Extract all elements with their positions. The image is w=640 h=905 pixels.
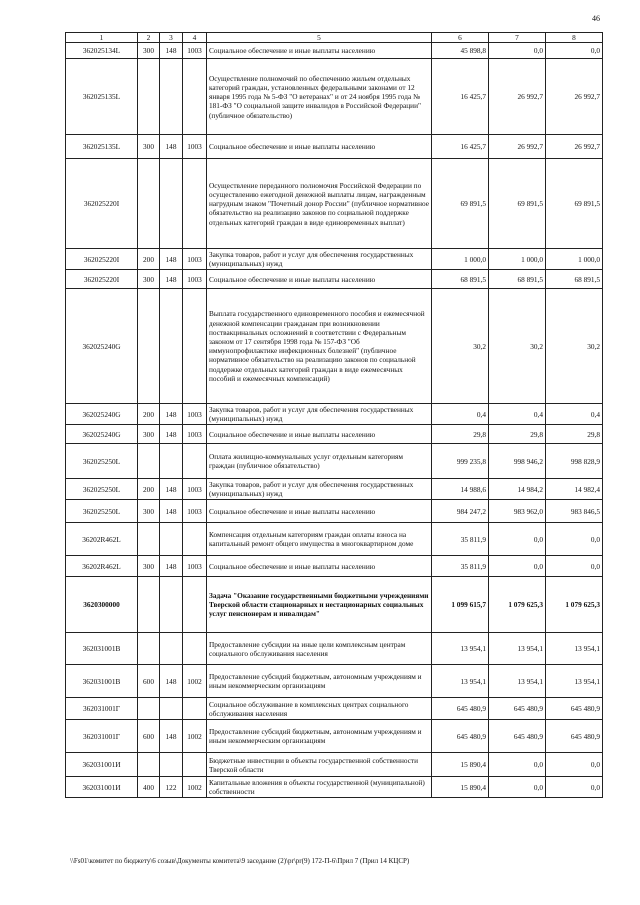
row-amount-2023: 15 890,4 [432,753,489,777]
row-amount-2023: 13 954,1 [432,633,489,665]
row-admin: 148 [160,249,183,270]
row-amount-2023: 45 898,8 [432,43,489,59]
table-row [66,556,603,577]
row-code: 362025250L [66,444,138,479]
row-code: 362031001И [66,777,138,798]
row-amount-2025: 998 828,9 [546,444,603,479]
row-section: 1003 [183,270,207,289]
row-amount-2024: 26 992,7 [489,135,546,159]
row-amount-2023: 16 425,7 [432,135,489,159]
row-vr [138,289,160,404]
row-amount-2025: 0,0 [546,556,603,577]
row-code: 362025250L [66,500,138,523]
row-amount-2024: 69 891,5 [489,159,546,249]
row-amount-2024: 14 984,2 [489,479,546,500]
row-code: 362031001Г [66,720,138,753]
row-description: Предоставление субсидий бюджетным, автономным учреждениям и иным некоммерческим организациям [207,720,432,753]
row-amount-2024: 0,4 [489,404,546,425]
row-amount-2025: 1 000,0 [546,249,603,270]
row-vr [138,633,160,665]
row-section: 1003 [183,43,207,59]
row-admin: 122 [160,777,183,798]
row-amount-2025: 0,0 [546,777,603,798]
table-row [66,500,603,523]
row-code: 362031001B [66,633,138,665]
table-row [66,479,603,500]
row-section: 1002 [183,720,207,753]
row-section [183,289,207,404]
row-admin [160,59,183,135]
row-vr [138,159,160,249]
row-amount-2024: 30,2 [489,289,546,404]
row-amount-2024: 0,0 [489,523,546,556]
row-amount-2025: 68 891,5 [546,270,603,289]
row-admin [160,633,183,665]
row-amount-2024: 26 992,7 [489,59,546,135]
row-description: Социальное обслуживание в комплексных центрах социального обслуживания населения [207,698,432,720]
row-admin: 148 [160,556,183,577]
row-amount-2025: 1 079 625,3 [546,577,603,633]
table-row [66,270,603,289]
budget-table [65,32,603,798]
row-amount-2025: 29,8 [546,425,603,444]
row-section: 1002 [183,777,207,798]
row-code: 362025240G [66,289,138,404]
row-description: Социальное обеспечение и иные выплаты населению [207,135,432,159]
column-header: 6 [432,33,489,43]
row-amount-2025: 645 480,9 [546,698,603,720]
row-admin: 148 [160,404,183,425]
row-description: Бюджетные инвестиции в объекты государственной собственности Тверской области [207,753,432,777]
row-amount-2024: 983 962,0 [489,500,546,523]
row-vr: 600 [138,665,160,698]
row-code: 362031001B [66,665,138,698]
table-row [66,577,603,633]
row-amount-2023: 35 811,9 [432,556,489,577]
row-description: Социальное обеспечение и иные выплаты населению [207,43,432,59]
table-body [66,43,603,798]
row-vr [138,59,160,135]
table-row [66,753,603,777]
row-vr: 200 [138,479,160,500]
row-amount-2023: 15 890,4 [432,777,489,798]
row-vr: 400 [138,777,160,798]
row-admin [160,523,183,556]
row-amount-2024: 13 954,1 [489,665,546,698]
row-section: 1003 [183,479,207,500]
row-amount-2025: 30,2 [546,289,603,404]
row-amount-2023: 0,4 [432,404,489,425]
row-amount-2023: 1 099 615,7 [432,577,489,633]
row-amount-2024: 1 079 625,3 [489,577,546,633]
column-header: 8 [546,33,603,43]
row-amount-2024: 0,0 [489,556,546,577]
row-section: 1003 [183,425,207,444]
row-amount-2025: 0,0 [546,523,603,556]
row-amount-2023: 16 425,7 [432,59,489,135]
row-code: 362025240G [66,404,138,425]
row-amount-2024: 998 946,2 [489,444,546,479]
table-row [66,135,603,159]
row-section [183,633,207,665]
row-vr: 200 [138,249,160,270]
row-code: 362025240G [66,425,138,444]
row-amount-2024: 29,8 [489,425,546,444]
row-code: 362025220I [66,159,138,249]
row-admin [160,289,183,404]
table-row [66,43,603,59]
column-header: 2 [138,33,160,43]
column-header: 5 [207,33,432,43]
table-row [66,444,603,479]
row-description: Капитальные вложения в объекты государственной (муниципальной) собственности [207,777,432,798]
row-amount-2025: 69 891,5 [546,159,603,249]
row-section: 1003 [183,135,207,159]
row-admin: 148 [160,479,183,500]
row-code: 362025220I [66,249,138,270]
row-code: 36202R462L [66,556,138,577]
table-row [66,404,603,425]
row-admin: 148 [160,270,183,289]
row-vr: 300 [138,500,160,523]
column-header: 3 [160,33,183,43]
row-code: 362025135L [66,135,138,159]
row-amount-2025: 13 954,1 [546,633,603,665]
row-amount-2023: 14 988,6 [432,479,489,500]
row-amount-2025: 26 992,7 [546,59,603,135]
row-section: 1003 [183,500,207,523]
row-code: 362025250L [66,479,138,500]
row-vr [138,698,160,720]
row-amount-2024: 645 480,9 [489,698,546,720]
row-admin [160,698,183,720]
row-vr: 300 [138,556,160,577]
row-vr [138,444,160,479]
column-header: 4 [183,33,207,43]
table-row [66,523,603,556]
row-description: Предоставление субсидии на иные цели комплексным центрам социального обслуживания населения [207,633,432,665]
row-amount-2023: 68 891,5 [432,270,489,289]
row-amount-2023: 29,8 [432,425,489,444]
table-row [66,698,603,720]
row-description: Выплата государственного единовременного пособия и ежемесячной денежной компенсации гражданам при возникновении поствакцинальных осложнений в соответствии с Федеральным законом от 17 сентября 1998 года № 157-ФЗ "Об иммунопрофилактике инфекционных болезней" (публичное нормативное обязательство на реализацию законов по социальной поддержке отдельных категорий граждан в виде ежемесячных пособий и ежемесячных компенсаций) [207,289,432,404]
row-description: Закупка товаров, работ и услуг для обеспечения государственных (муниципальных) нужд [207,479,432,500]
row-amount-2023: 69 891,5 [432,159,489,249]
row-amount-2023: 35 811,9 [432,523,489,556]
row-amount-2023: 999 235,8 [432,444,489,479]
row-section: 1003 [183,404,207,425]
row-description: Предоставление субсидий бюджетным, автономным учреждениям и иным некоммерческим организациям [207,665,432,698]
row-amount-2023: 645 480,9 [432,720,489,753]
row-admin: 148 [160,720,183,753]
row-code: 36202R462L [66,523,138,556]
row-section: 1003 [183,249,207,270]
table-row [66,633,603,665]
row-section [183,59,207,135]
row-admin [160,577,183,633]
row-amount-2025: 26 992,7 [546,135,603,159]
row-amount-2024: 1 000,0 [489,249,546,270]
row-description: Задача "Оказание государственными бюджетными учреждениями Тверской области стационарных и нестационарных социальных услуг пенсионерам и инвалидам" [207,577,432,633]
row-amount-2023: 13 954,1 [432,665,489,698]
row-amount-2023: 1 000,0 [432,249,489,270]
row-description: Осуществление полномочий по обеспечению жильем отдельных категорий граждан, установленных федеральными законами от 12 января 1995 года № 5-ФЗ "О ветеранах" и от 24 ноября 1995 года № 181-ФЗ "О социальной защите инвалидов в Российской Федерации" (публичное обязательство) [207,59,432,135]
row-description: Социальное обеспечение и иные выплаты населению [207,500,432,523]
row-amount-2023: 30,2 [432,289,489,404]
row-section [183,159,207,249]
row-admin: 148 [160,425,183,444]
row-section: 1003 [183,556,207,577]
table-row [66,159,603,249]
row-amount-2024: 0,0 [489,43,546,59]
row-admin [160,753,183,777]
row-admin: 148 [160,665,183,698]
row-description: Оплата жилищно-коммунальных услуг отдельным категориям граждан (публичное обязательство) [207,444,432,479]
row-admin [160,159,183,249]
row-description: Закупка товаров, работ и услуг для обеспечения государственных (муниципальных) нужд [207,404,432,425]
row-code: 362031001И [66,753,138,777]
row-description: Социальное обеспечение и иные выплаты населению [207,556,432,577]
row-code: 362025134L [66,43,138,59]
row-section: 1002 [183,665,207,698]
header-row [66,33,603,43]
row-vr: 300 [138,43,160,59]
row-vr: 300 [138,270,160,289]
column-header: 1 [66,33,138,43]
row-admin: 148 [160,135,183,159]
row-code: 3620300000 [66,577,138,633]
row-section [183,698,207,720]
row-amount-2025: 13 954,1 [546,665,603,698]
row-description: Социальное обеспечение и иные выплаты населению [207,425,432,444]
row-vr [138,523,160,556]
table-row [66,59,603,135]
page-number: 46 [592,14,600,23]
table-row [66,249,603,270]
row-amount-2024: 0,0 [489,777,546,798]
row-vr: 300 [138,135,160,159]
row-admin [160,444,183,479]
row-code: 362031001Г [66,698,138,720]
row-vr: 200 [138,404,160,425]
row-description: Осуществление переданного полномочия Российской Федерации по осуществлению ежегодной денежной выплаты лицам, награжденным нагрудным знаком "Почетный донор России" (публичное нормативное обязательство на реализацию законов по социальной поддержке отдельных категорий граждан в виде единовременных выплат) [207,159,432,249]
table-row [66,425,603,444]
row-amount-2025: 0,0 [546,43,603,59]
row-amount-2025: 983 846,5 [546,500,603,523]
footer-path: \\Fs01\комитет по бюджету\6 созыв\Документы комитета\9 заседание (2)\pr\pr(9) 172-П-6\Прил 7 (Прил 14 КЦСР) [70,857,410,865]
row-section [183,444,207,479]
row-code: 362025220I [66,270,138,289]
row-vr: 600 [138,720,160,753]
row-amount-2024: 0,0 [489,753,546,777]
row-amount-2024: 13 954,1 [489,633,546,665]
table-row [66,777,603,798]
row-amount-2023: 984 247,2 [432,500,489,523]
row-section [183,523,207,556]
table-row [66,665,603,698]
row-vr [138,577,160,633]
row-amount-2023: 645 480,9 [432,698,489,720]
table-row [66,289,603,404]
row-vr [138,753,160,777]
row-admin: 148 [160,500,183,523]
column-header: 7 [489,33,546,43]
row-description: Компенсация отдельным категориям граждан оплаты взноса на капитальный ремонт общего имущества в многоквартирном доме [207,523,432,556]
row-description: Закупка товаров, работ и услуг для обеспечения государственных (муниципальных) нужд [207,249,432,270]
row-amount-2024: 68 891,5 [489,270,546,289]
row-admin: 148 [160,43,183,59]
table-row [66,720,603,753]
row-amount-2024: 645 480,9 [489,720,546,753]
row-section [183,577,207,633]
row-amount-2025: 645 480,9 [546,720,603,753]
row-amount-2025: 14 982,4 [546,479,603,500]
row-code: 362025135L [66,59,138,135]
row-section [183,753,207,777]
row-amount-2025: 0,4 [546,404,603,425]
row-description: Социальное обеспечение и иные выплаты населению [207,270,432,289]
row-amount-2025: 0,0 [546,753,603,777]
row-vr: 300 [138,425,160,444]
